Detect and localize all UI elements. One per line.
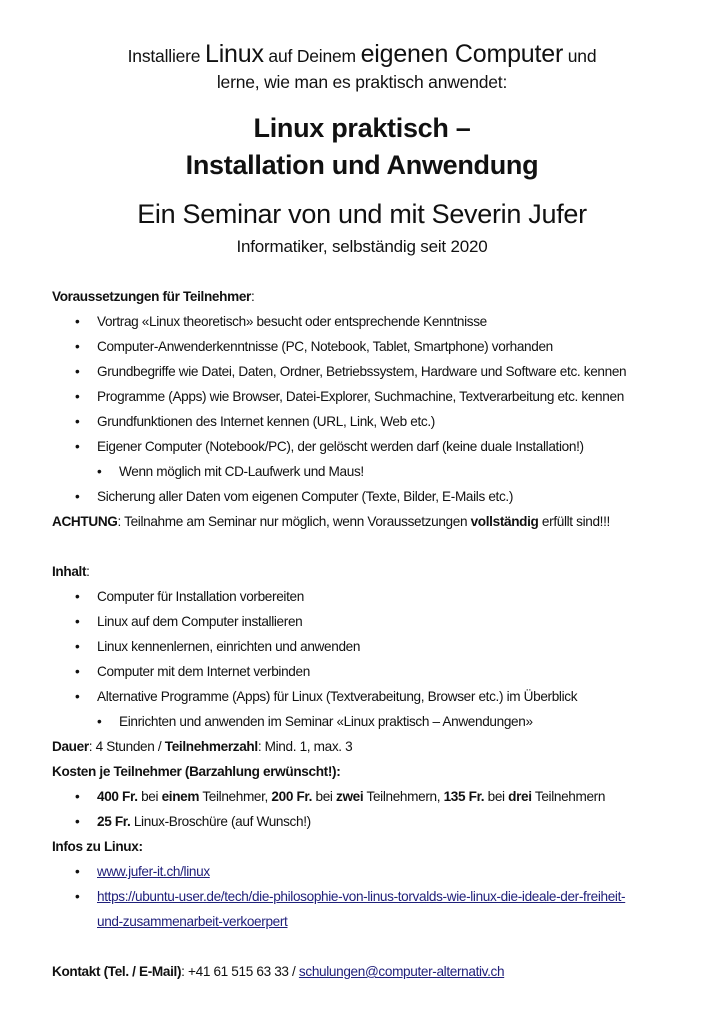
ubuntu-user-link[interactable]: https://ubuntu-user.de/tech/die-philosophie-von-linus-torvalds-wie-linux-die-ideale-der-freiheit- xyxy=(97,889,626,904)
intro-text: und xyxy=(563,46,597,66)
bullet-icon: • xyxy=(75,639,80,654)
participants-label: Teilnehmerzahl xyxy=(164,739,258,754)
list-item-text: Vortrag «Linux theoretisch» besucht oder entsprechende Kenntnisse xyxy=(97,314,487,329)
infos-heading: Infos zu Linux: xyxy=(52,839,143,854)
phone-number: +41 61 515 63 33 / xyxy=(184,964,299,979)
intro-text: auf Deinem xyxy=(263,46,361,66)
list-item-text: Einrichten und anwenden im Seminar «Linux praktisch – Anwendungen» xyxy=(119,714,533,729)
bullet-icon: • xyxy=(75,364,80,379)
contact-label: Kontakt (Tel. / E-Mail) xyxy=(52,964,182,979)
price-amount: 400 Fr. xyxy=(97,789,138,804)
bullet-icon: • xyxy=(75,489,80,504)
contact-line xyxy=(52,964,504,979)
intro-emphasis-computer: eigenen Computer xyxy=(360,40,564,68)
participant-count: zwei xyxy=(336,789,364,804)
price-text-part: bei xyxy=(137,789,162,804)
bullet-icon: • xyxy=(75,814,80,829)
colon: : xyxy=(86,564,90,579)
warning-emphasis: vollständig xyxy=(470,514,539,529)
seminar-subtitle: Ein Seminar von und mit Severin Jufer xyxy=(137,199,587,229)
list-item-text: Linux auf dem Computer installieren xyxy=(97,614,303,629)
bullet-icon: • xyxy=(75,339,80,354)
price-amount: 200 Fr. xyxy=(271,789,313,804)
bullet-icon: • xyxy=(75,789,80,804)
list-item-text: Computer-Anwenderkenntnisse (PC, Notebook, Tablet, Smartphone) vorhanden xyxy=(97,339,553,354)
colon: : xyxy=(250,289,255,304)
bullet-icon: • xyxy=(75,614,80,629)
bullet-icon: • xyxy=(75,439,80,454)
price-text xyxy=(97,789,605,804)
duration-value: : 4 Stunden / xyxy=(88,739,165,754)
intro-line-1 xyxy=(0,40,724,69)
price-amount: 25 Fr. xyxy=(97,814,131,829)
bullet-icon: • xyxy=(75,864,80,879)
warning-notice xyxy=(52,514,610,529)
author-tagline: Informatiker, selbständig seit 2020 xyxy=(236,237,488,256)
content-heading xyxy=(52,564,90,579)
participant-count: einem xyxy=(161,789,200,804)
list-item-text: Alternative Programme (Apps) für Linux (Textverabeitung, Browser etc.) im Überblick xyxy=(97,689,578,704)
intro-text: Installiere xyxy=(127,46,205,66)
list-item-text: Computer für Installation vorbereiten xyxy=(97,589,304,604)
list-item-text: Wenn möglich mit CD-Laufwerk und Maus! xyxy=(119,464,364,479)
price-amount: 135 Fr. xyxy=(443,789,485,804)
price-text-part: bei xyxy=(312,789,337,804)
prerequisites-heading xyxy=(52,289,254,304)
bullet-icon: • xyxy=(75,664,80,679)
heading-text: Voraussetzungen für Teilnehmer xyxy=(52,289,251,304)
price-text-part: bei xyxy=(484,789,509,804)
brochure-text xyxy=(97,814,311,829)
price-text-part: Teilnehmern xyxy=(531,789,606,804)
participants-value: : Mind. 1, max. 3 xyxy=(257,739,353,754)
list-item-text: Eigener Computer (Notebook/PC), der gelöscht werden darf (keine duale Installation!) xyxy=(97,439,584,454)
ubuntu-user-link-continued[interactable]: und-zusammenarbeit-verkoerpert xyxy=(97,914,288,929)
email-link[interactable]: schulungen@computer-alternativ.ch xyxy=(298,964,505,979)
bullet-icon: • xyxy=(97,464,102,479)
heading-text: Inhalt xyxy=(52,564,87,579)
warning-label: ACHTUNG xyxy=(52,514,118,529)
costs-heading: Kosten je Teilnehmer (Barzahlung erwünscht!): xyxy=(52,764,341,779)
list-item-text: Grundfunktionen des Internet kennen (URL, Link, Web etc.) xyxy=(97,414,435,429)
list-item-text: Computer mit dem Internet verbinden xyxy=(97,664,310,679)
bullet-icon: • xyxy=(75,589,80,604)
page-title-line-2: Installation und Anwendung xyxy=(185,150,539,180)
duration-participants xyxy=(52,739,352,754)
bullet-icon: • xyxy=(75,389,80,404)
price-text-part: Teilnehmer, xyxy=(199,789,272,804)
bullet-icon: • xyxy=(75,889,80,904)
list-item-text: Linux kennenlernen, einrichten und anwenden xyxy=(97,639,361,654)
intro-emphasis-linux: Linux xyxy=(204,40,264,68)
intro-line-2: lerne, wie man es praktisch anwendet: xyxy=(216,72,508,92)
warning-text: erfüllt sind!!! xyxy=(538,514,610,529)
list-item-text: Programme (Apps) wie Browser, Datei-Explorer, Suchmachine, Textverarbeitung etc. kennen xyxy=(97,389,624,404)
list-item-text: Sicherung aller Daten vom eigenen Computer (Texte, Bilder, E-Mails etc.) xyxy=(97,489,514,504)
list-item-text: Grundbegriffe wie Datei, Daten, Ordner, Betriebssystem, Hardware und Software etc. kennen xyxy=(97,364,627,379)
price-text-part: Teilnehmern, xyxy=(363,789,444,804)
bullet-icon: • xyxy=(75,314,80,329)
jufer-it-link[interactable]: www.jufer-it.ch/linux xyxy=(97,864,210,879)
warning-text: : Teilnahme am Seminar nur möglich, wenn Voraussetzungen xyxy=(117,514,471,529)
bullet-icon: • xyxy=(97,714,102,729)
bullet-icon: • xyxy=(75,689,80,704)
participant-count: drei xyxy=(508,789,532,804)
bullet-icon: • xyxy=(75,414,80,429)
colon: : xyxy=(181,964,185,979)
brochure-description: Linux-Broschüre (auf Wunsch!) xyxy=(130,814,311,829)
duration-label: Dauer xyxy=(52,739,89,754)
page-title-line-1: Linux praktisch – xyxy=(253,113,471,143)
